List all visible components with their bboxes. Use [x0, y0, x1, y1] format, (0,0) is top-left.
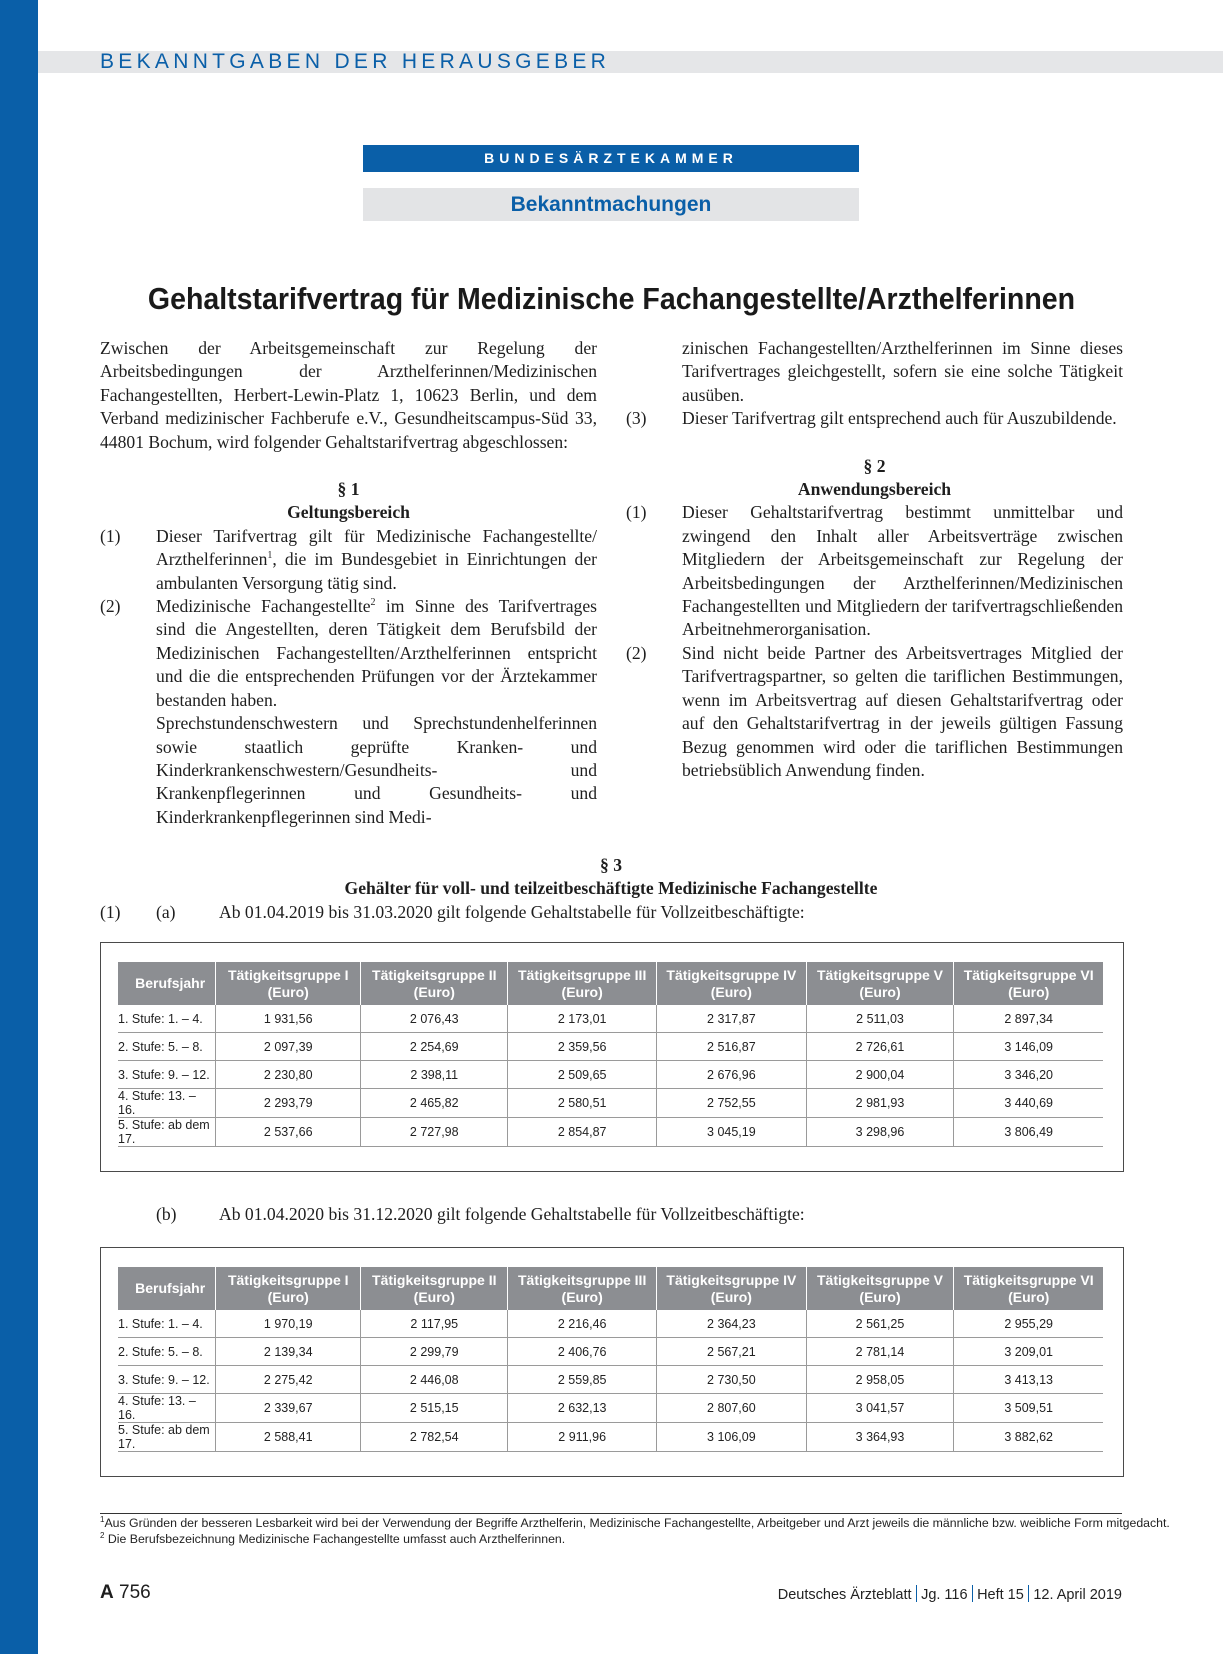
table-cell: 2 567,21 [657, 1338, 807, 1366]
journal-date: 12. April 2019 [1033, 1587, 1122, 1603]
footnote-divider [100, 1513, 1122, 1514]
table-cell: 2 173,01 [508, 1005, 657, 1033]
footnote-text: Aus Gründen der besseren Lesbarkeit wird bei der Verwendung der Begriffe Arzthelferin, Medizinische Fachangestellte, Arbeitgeber und Arzt jeweils die männliche bzw. weibliche Form mitgedacht. [104, 1516, 1170, 1530]
table-cell: 2 511,03 [806, 1005, 954, 1033]
item-number: (2) [100, 596, 121, 617]
journal-info [778, 1585, 1122, 1603]
column-header-group: Tätigkeitsgruppe I (Euro) [216, 1267, 361, 1310]
item-text: , die im Bundesgebiet in Einrichtungen der ambulanten Versorgung tätig sind. [156, 549, 597, 593]
table-cell: 2 807,60 [657, 1394, 807, 1423]
salary-table-b [118, 1267, 1103, 1452]
table-cell: 2 515,15 [361, 1394, 508, 1423]
table-cell: 2 406,76 [508, 1338, 657, 1366]
column-header-group: Tätigkeitsgruppe III (Euro) [508, 1267, 657, 1310]
item-text: Sprechstundenschwestern und Sprechstundenhelferinnen sowie staatlich geprüfte Kranken- und Kinderkrankenschwestern/Gesundheits- und Krankenpflegerinnen und Gesundheits- und Kinderkrankenpflegerinnen sind Medi- [156, 713, 597, 827]
publisher-label: BUNDESÄRZTEKAMMER [363, 145, 859, 172]
intro-continuation: zinischen Fachangestellten/Arzthelferinnen im Sinne dieses Tarifvertrages gleichgestellt, sofern sie eine solche Tätigkeit ausüben. [682, 338, 1123, 405]
table-cell: 3 146,09 [954, 1033, 1103, 1061]
separator [1028, 1585, 1030, 1602]
table-cell: 2 364,23 [657, 1310, 807, 1338]
right-column [626, 337, 1123, 782]
table-cell: 2 537,66 [216, 1118, 361, 1147]
footnote-mark: 2 [100, 1530, 105, 1540]
category-label: Bekanntmachungen [363, 188, 859, 221]
item-number: (2) [626, 642, 647, 663]
separator [916, 1585, 918, 1602]
table-cell: 2 854,87 [508, 1118, 657, 1147]
table-cell: 2 781,14 [806, 1338, 954, 1366]
section-2-number: § 2 [863, 455, 886, 476]
table-cell: 2 097,39 [216, 1033, 361, 1061]
table-cell: 2 275,42 [216, 1366, 361, 1394]
left-column [100, 337, 597, 829]
table-cell: 1 970,19 [216, 1310, 361, 1338]
table-cell: 2 580,51 [508, 1089, 657, 1118]
table-row [118, 1394, 1103, 1423]
table-cell: 2 076,43 [361, 1005, 508, 1033]
table-row [118, 1366, 1103, 1394]
journal-name: Deutsches Ärzteblatt [777, 1587, 912, 1603]
intro-paragraph: Zwischen der Arbeitsgemeinschaft zur Regelung der Arbeitsbedingungen der Arzthelferinnen/Medizinischen Fachangestellten, Herbert-Lewin-Platz 1, 10623 Berlin, und dem Verband medizinischer Fachberufe e.V., Gesundheitscampus-Süd 33, 44801 Bochum, wird folgender Gehaltstarifvertrag abgeschlossen: [100, 338, 597, 452]
table-cell: 2 958,05 [806, 1366, 954, 1394]
footnote-mark: 1 [100, 1514, 105, 1524]
footnote-1 [100, 1515, 1170, 1531]
table-cell: 2 293,79 [216, 1089, 361, 1118]
footnote-ref: 1 [267, 550, 273, 562]
table-cell: 2 516,87 [657, 1033, 807, 1061]
table-row [118, 1005, 1103, 1033]
table-cell: 2 254,69 [361, 1033, 508, 1061]
column-header-berufsjahr: Berufsjahr [118, 962, 216, 1005]
item-number: (1) [100, 525, 121, 546]
table-cell: 2 897,34 [954, 1005, 1103, 1033]
column-header-group: Tätigkeitsgruppe II (Euro) [361, 1267, 508, 1310]
table-row [118, 1338, 1103, 1366]
item-text: im Sinne des Tarifvertrages sind die Angestellten, deren Tätigkeit dem Berufsbild der Medizinischen Fachangestellten/Arzthelferinnen entspricht und die die entsprechenden Prüfungen vor der Ärztekammer bestanden haben. [156, 596, 597, 710]
row-label: 2. Stufe: 5. – 8. [118, 1338, 216, 1366]
item-text: Dieser Tarifvertrag gilt entsprechend auch für Auszubildende. [682, 408, 1117, 429]
table-cell: 3 045,19 [657, 1118, 807, 1147]
column-header-berufsjahr: Berufsjahr [118, 1267, 216, 1310]
separator [972, 1585, 974, 1602]
table-cell: 2 632,13 [508, 1394, 657, 1423]
table-cell: 3 509,51 [954, 1394, 1103, 1423]
footnote-ref: 2 [370, 597, 376, 609]
section-1-item-1 [100, 525, 597, 595]
left-accent-bar [0, 0, 38, 1654]
table-cell: 2 900,04 [806, 1061, 954, 1089]
table-row [118, 1310, 1103, 1338]
row-label: 5. Stufe: ab dem 17. [118, 1423, 216, 1452]
table-cell: 2 339,67 [216, 1394, 361, 1423]
table-cell: 3 882,62 [954, 1423, 1103, 1452]
table-cell: 3 346,20 [954, 1061, 1103, 1089]
page-number [100, 1582, 151, 1604]
column-header-group: Tätigkeitsgruppe IV (Euro) [657, 962, 807, 1005]
table-header-row [118, 962, 1103, 1005]
table-cell: 2 588,41 [216, 1423, 361, 1452]
table-cell: 2 216,46 [508, 1310, 657, 1338]
table-body [118, 1005, 1103, 1147]
salary-table-a [118, 962, 1103, 1147]
section-1-item-2 [100, 595, 597, 829]
table-header-row [118, 1267, 1103, 1310]
table-cell: 2 752,55 [657, 1089, 807, 1118]
section-2-heading [626, 455, 1123, 502]
item-text: Dieser Gehaltstarifvertrag bestimmt unmittelbar und zwingend den Inhalt aller Arbeitsverträge zwischen Mitgliedern der Arbeitsgemeinschaft zur Regelung der Arbeitsbedingungen der Arzthelferinnen/Medizinischen Fachangestellten und Mitgliedern der tarifvertragschließenden Arbeitnehmerorganisation. [682, 502, 1123, 640]
row-label: 1. Stufe: 1. – 4. [118, 1005, 216, 1033]
row-label: 5. Stufe: ab dem 17. [118, 1118, 216, 1147]
column-header-group: Tätigkeitsgruppe IV (Euro) [657, 1267, 807, 1310]
column-header-group: Tätigkeitsgruppe II (Euro) [361, 962, 508, 1005]
table-cell: 2 726,61 [806, 1033, 954, 1061]
table-row [118, 1061, 1103, 1089]
table-a-caption: Ab 01.04.2019 bis 31.03.2020 gilt folgende Gehaltstabelle für Vollzeitbeschäftigte: [219, 902, 805, 922]
table-row [118, 1423, 1103, 1452]
item-number: (1) [100, 902, 121, 922]
table-cell: 2 465,82 [361, 1089, 508, 1118]
table-cell: 3 806,49 [954, 1118, 1103, 1147]
column-header-group: Tätigkeitsgruppe V (Euro) [806, 962, 954, 1005]
intro-item-3 [626, 407, 1123, 430]
table-cell: 2 359,56 [508, 1033, 657, 1061]
row-label: 1. Stufe: 1. – 4. [118, 1310, 216, 1338]
table-cell: 2 446,08 [361, 1366, 508, 1394]
table-cell: 3 209,01 [954, 1338, 1103, 1366]
table-cell: 1 931,56 [216, 1005, 361, 1033]
table-cell: 2 299,79 [361, 1338, 508, 1366]
item-number: (a) [156, 902, 176, 922]
table-cell: 2 559,85 [508, 1366, 657, 1394]
row-label: 4. Stufe: 13. – 16. [118, 1394, 216, 1423]
section-2-item-1 [626, 501, 1123, 641]
section-1-heading [100, 478, 597, 525]
row-label: 4. Stufe: 13. – 16. [118, 1089, 216, 1118]
table-cell: 2 955,29 [954, 1310, 1103, 1338]
table-cell: 2 230,80 [216, 1061, 361, 1089]
item-number: (1) [626, 502, 647, 523]
section-2-item-2 [626, 642, 1123, 782]
table-body [118, 1310, 1103, 1452]
table-cell: 2 117,95 [361, 1310, 508, 1338]
table-cell: 3 364,93 [806, 1423, 954, 1452]
table-cell: 2 730,50 [657, 1366, 807, 1394]
section-1-number: § 1 [337, 479, 360, 500]
column-header-group: Tätigkeitsgruppe I (Euro) [216, 962, 361, 1005]
table-row [118, 1118, 1103, 1147]
page-title: Gehaltstarifvertrag für Medizinische Fachangestellte/Arzthelferinnen [147, 281, 1076, 316]
page-prefix: A [100, 1582, 114, 1603]
table-row [118, 1089, 1103, 1118]
table-cell: 2 398,11 [361, 1061, 508, 1089]
column-header-group: Tätigkeitsgruppe VI (Euro) [954, 1267, 1103, 1310]
row-label: 3. Stufe: 9. – 12. [118, 1366, 216, 1394]
table-cell: 3 440,69 [954, 1089, 1103, 1118]
table-cell: 3 298,96 [806, 1118, 954, 1147]
page-number-value: 756 [119, 1582, 151, 1603]
row-label: 2. Stufe: 5. – 8. [118, 1033, 216, 1061]
row-label: 3. Stufe: 9. – 12. [118, 1061, 216, 1089]
column-header-group: Tätigkeitsgruppe III (Euro) [508, 962, 657, 1005]
table-cell: 2 317,87 [657, 1005, 807, 1033]
table-b-caption: Ab 01.04.2020 bis 31.12.2020 gilt folgende Gehaltstabelle für Vollzeitbeschäftigte: [219, 1204, 805, 1224]
table-cell: 2 561,25 [806, 1310, 954, 1338]
salary-table-a-box [100, 942, 1124, 1172]
item-text: Sind nicht beide Partner des Arbeitsvertrages Mitglied der Tarifvertragspartner, so gelten die tariflichen Bestimmungen, wenn im Arbeitsvertrag auf diesen Gehaltstarifvertrag oder auf den Gehaltstarifvertrag in der jeweils gültigen Fassung Bezug genommen wird oder die tariflichen Bestimmungen betriebsüblich Anwendung finden. [682, 642, 1123, 780]
column-header-group: Tätigkeitsgruppe VI (Euro) [954, 962, 1103, 1005]
section-2-title: Anwendungsbereich [797, 479, 952, 500]
footnote-text: Die Berufsbezeichnung Medizinische Fachangestellte umfasst auch Arzthelferinnen. [107, 1532, 566, 1546]
table-cell: 2 727,98 [361, 1118, 508, 1147]
table-cell: 3 106,09 [657, 1423, 807, 1452]
journal-issue: Heft 15 [977, 1587, 1024, 1603]
item-text: Medizinische Fachangestellte [156, 596, 371, 617]
footnote-2 [100, 1531, 565, 1547]
table-cell: 2 509,65 [508, 1061, 657, 1089]
table-cell: 2 139,34 [216, 1338, 361, 1366]
section-3-heading [100, 854, 1122, 901]
item-number: (b) [156, 1204, 177, 1224]
section-3-title: Gehälter für voll- und teilzeitbeschäftigte Medizinische Fachangestellte [344, 878, 878, 899]
table-cell: 3 413,13 [954, 1366, 1103, 1394]
table-cell: 2 676,96 [657, 1061, 807, 1089]
salary-table-b-box [100, 1247, 1124, 1477]
section-1-title: Geltungsbereich [287, 502, 410, 523]
table-cell: 2 911,96 [508, 1423, 657, 1452]
table-cell: 2 782,54 [361, 1423, 508, 1452]
table-cell: 3 041,57 [806, 1394, 954, 1423]
column-header-group: Tätigkeitsgruppe V (Euro) [806, 1267, 954, 1310]
section-title: BEKANNTGABEN DER HERAUSGEBER [100, 50, 611, 73]
item-number: (3) [626, 408, 647, 429]
item-text: Dieser Tarifvertrag gilt für Medizinische Fachangestellte/ Arzthelferinnen [156, 525, 597, 570]
journal-volume: Jg. 116 [921, 1587, 968, 1603]
table-cell: 2 981,93 [806, 1089, 954, 1118]
table-row [118, 1033, 1103, 1061]
section-3-number: § 3 [600, 855, 622, 875]
